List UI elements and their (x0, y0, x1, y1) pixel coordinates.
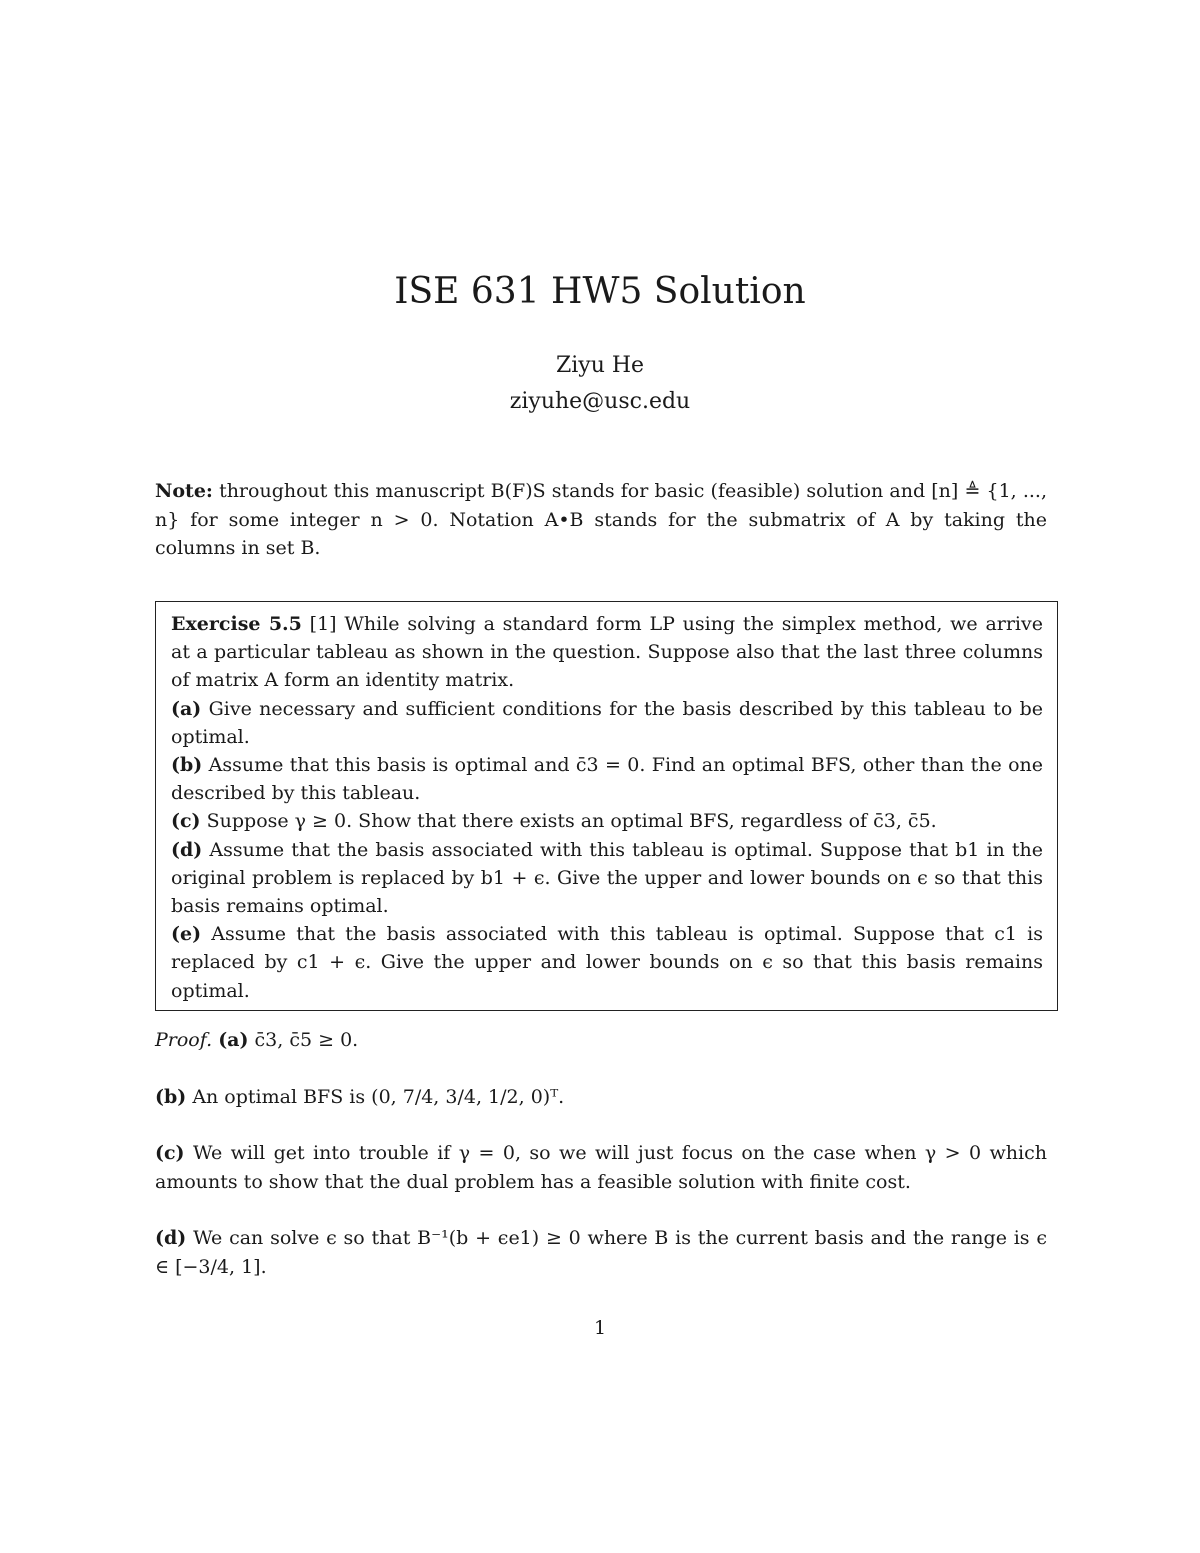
proof-part-c (155, 1139, 1047, 1196)
proof-part-text: We can solve ϵ so that B⁻¹(b + ϵe1) ≥ 0 where B is the current basis and the range is ϵ ∈ [−3/4, 1]. (155, 1227, 1047, 1278)
note-paragraph (155, 477, 1047, 563)
part-label: (a) (171, 697, 202, 720)
part-label: (e) (171, 923, 202, 946)
part-label: (b) (171, 754, 203, 777)
author-name: Ziyu He (555, 353, 645, 378)
proof-part-a (155, 1026, 1047, 1055)
page-number: 1 (593, 1317, 607, 1339)
exercise-intro-paragraph (171, 610, 1043, 695)
proof-part-text: We will get into trouble if γ = 0, so we will just focus on the case when γ > 0 which amounts to show that the dual problem has a feasible solution with finite cost. (155, 1142, 1047, 1193)
exercise-box (155, 601, 1058, 1011)
part-text: Suppose γ ≥ 0. Show that there exists an optimal BFS, regardless of c̄3, c̄5. (206, 810, 937, 833)
exercise-heading: Exercise 5.5 (171, 613, 302, 635)
proof-part-text: c̄3, c̄5 ≥ 0. (254, 1029, 359, 1051)
exercise-part-c (171, 807, 1043, 835)
exercise-part-b (171, 751, 1043, 807)
exercise-part-a (171, 695, 1043, 751)
proof-part-label: (c) (155, 1142, 185, 1164)
proof-part-label: (a) (218, 1029, 249, 1051)
note-text: throughout this manuscript B(F)S stands for basic (feasible) solution and [n] ≜ {1, ..., n} for some integer n > 0. Notation A•B stands for the submatrix of A by taking the columns in set B. (155, 480, 1048, 559)
exercise-citation: [1] (309, 613, 337, 635)
proof-part-label: (b) (155, 1086, 187, 1108)
part-text: Assume that this basis is optimal and c̄3 = 0. Find an optimal BFS, other than the one described by this tableau. (171, 754, 1043, 805)
note-label: Note: (155, 480, 213, 502)
proof-label: Proof. (155, 1029, 213, 1051)
part-label: (d) (171, 838, 203, 861)
document-title: ISE 631 HW5 Solution (394, 271, 806, 312)
part-text: Assume that the basis associated with this tableau is optimal. Suppose that b1 in the original problem is replaced by b1 + ϵ. Give the upper and lower bounds on ϵ so that this basis remains optimal. (171, 838, 1043, 918)
exercise-intro: While solving a standard form LP using the simplex method, we arrive at a particular tableau as shown in the question. Suppose also that the last three columns of matrix A form an identity matrix. (171, 613, 1043, 692)
part-text: Assume that the basis associated with this tableau is optimal. Suppose that c1 is replaced by c1 + ϵ. Give the upper and lower bounds on ϵ so that this basis remains optimal. (171, 923, 1043, 1002)
proof-part-text: An optimal BFS is (0, 7/4, 3/4, 1/2, 0)ᵀ. (192, 1086, 565, 1108)
proof-part-d (155, 1224, 1047, 1281)
part-label: (c) (171, 810, 201, 833)
author-email: ziyuhe@usc.edu (509, 389, 691, 414)
proof-part-b (155, 1083, 1047, 1112)
exercise-part-d (171, 836, 1043, 921)
proof-part-label: (d) (155, 1227, 187, 1249)
exercise-part-e (171, 920, 1043, 1005)
part-text: Give necessary and sufficient conditions for the basis described by this tableau to be optimal. (171, 697, 1043, 748)
